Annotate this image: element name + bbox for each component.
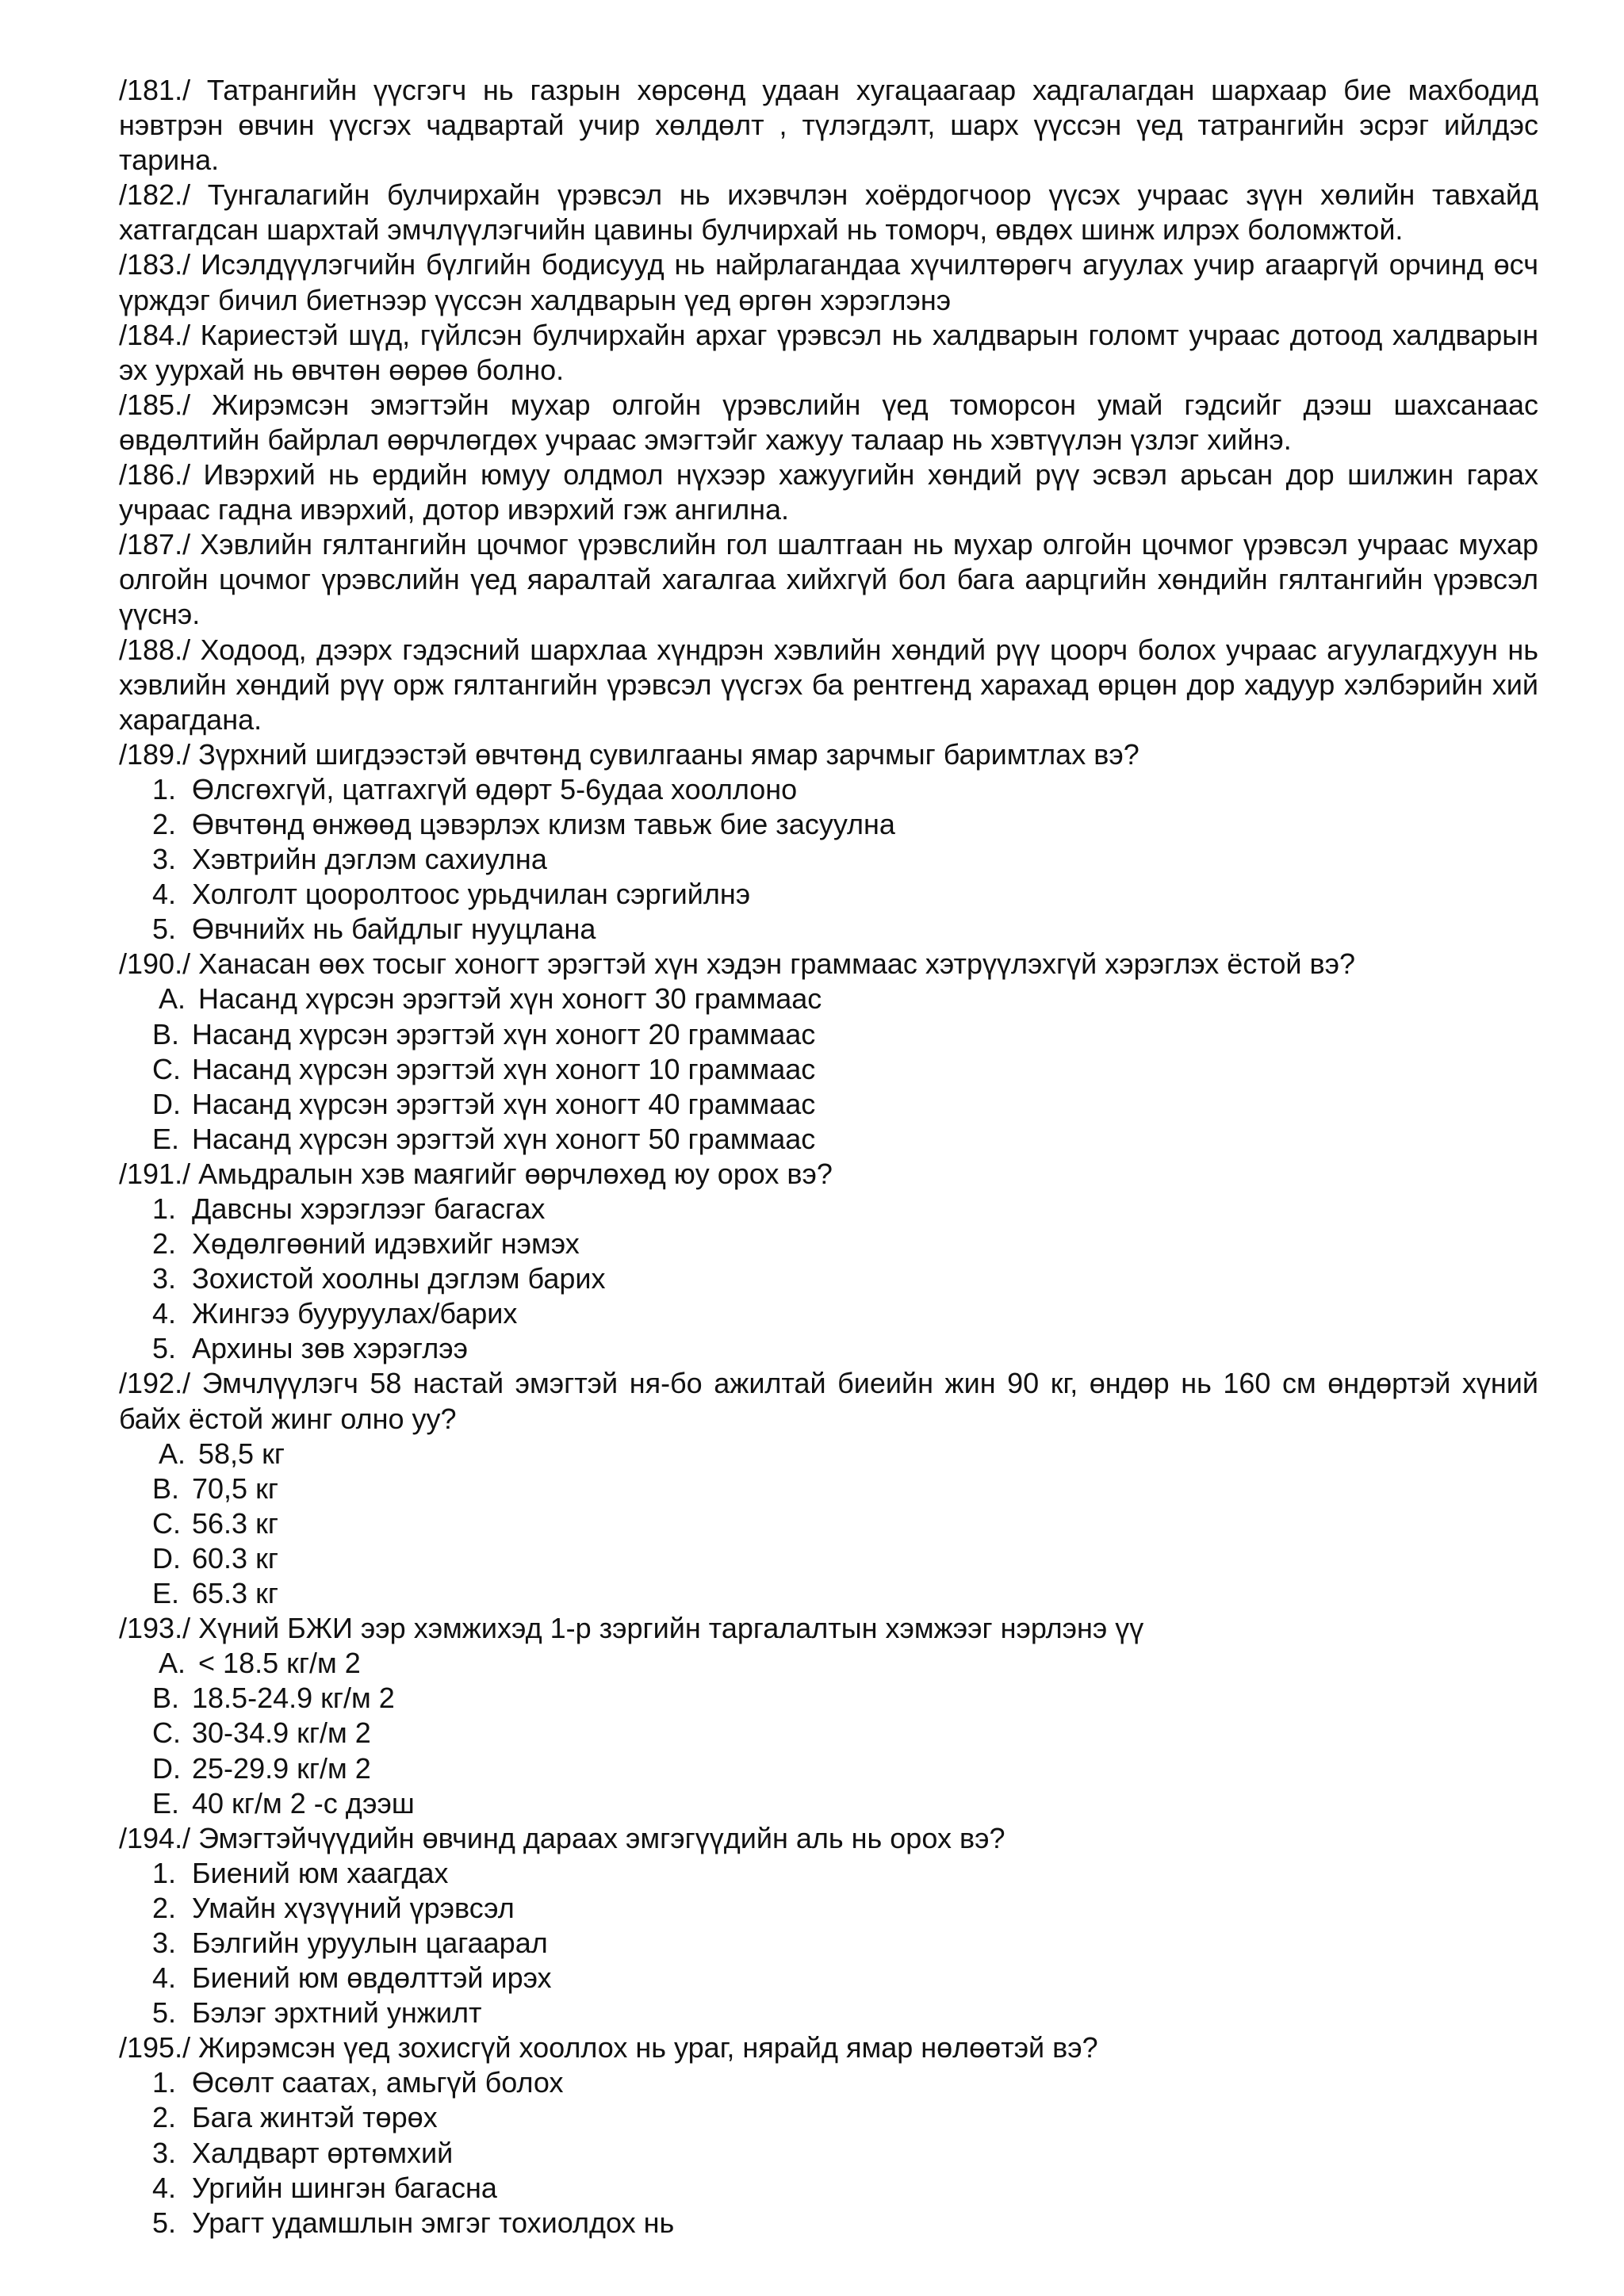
option-label: 5. <box>152 1996 177 2030</box>
option-text: Зохистой хоолны дэглэм барих <box>192 1262 606 1295</box>
option-text: Архины зөв хэрэглээ <box>192 1332 469 1365</box>
option-1 <box>119 1856 1538 1891</box>
option-a <box>119 1646 1538 1681</box>
option-label: D. <box>152 1751 181 1785</box>
option-3 <box>119 842 1538 877</box>
option-label: C. <box>152 1716 181 1750</box>
option-list <box>119 2065 1538 2240</box>
option-text: 70,5 кг <box>192 1471 278 1505</box>
question-192 <box>119 1366 1538 1611</box>
question-195 <box>119 2030 1538 2241</box>
option-text: Халдварт өртөмхий <box>192 2136 454 2169</box>
option-label: B. <box>152 1682 180 1715</box>
option-d <box>119 1087 1538 1122</box>
option-1 <box>119 2065 1538 2100</box>
option-text: 58,5 кг <box>198 1437 285 1470</box>
option-list <box>119 1856 1538 2030</box>
question-text: /194./ Эмэгтэйчүүдийн өвчинд дараах эмгэгүүдийн аль нь орох вэ? <box>119 1821 1005 1854</box>
option-b <box>119 1471 1538 1506</box>
option-label: 1. <box>152 1192 177 1225</box>
question-189 <box>119 737 1538 947</box>
option-b <box>119 1017 1538 1052</box>
option-text: Өсөлт саатах, амьгүй болох <box>192 2066 564 2099</box>
option-3 <box>119 1926 1538 1961</box>
option-text: Насанд хүрсэн эрэгтэй хүн хоногт 20 граммаас <box>192 1017 816 1050</box>
option-text: 65.3 кг <box>192 1577 278 1610</box>
option-4 <box>119 877 1538 912</box>
option-list <box>119 1646 1538 1820</box>
option-3 <box>119 1261 1538 1296</box>
question-190 <box>119 947 1538 1157</box>
option-e <box>119 1786 1538 1821</box>
option-text: Насанд хүрсэн эрэгтэй хүн хоногт 30 граммаас <box>198 982 822 1016</box>
option-label: A. <box>159 1437 186 1470</box>
option-label: 5. <box>152 2206 177 2239</box>
option-5 <box>119 912 1538 947</box>
option-label: E. <box>152 1577 180 1610</box>
statement-182: /182./ Тунгалагийн булчирхайн үрэвсэл нь ихэвчлэн хоёрдогчоор үүсэх учраас зүүн хөлийн тавхайд хатгагдсан шархтай эмчлүүлэгчийн цавины булчирхай нь томорч, өвдөх шинж илрэх боломжтой. <box>119 178 1538 247</box>
option-text: Хэвтрийн дэглэм сахиулна <box>192 843 547 876</box>
option-label: A. <box>159 982 186 1016</box>
option-label: 2. <box>152 2101 177 2134</box>
option-text: 25-29.9 кг/м 2 <box>192 1751 371 1785</box>
statement-187: /187./ Хэвлийн гялтангийн цочмог үрэвслийн гол шалтгаан нь мухар олгойн цочмог үрэвсэл учраас мухар олгойн цочмог үрэвслийн үед яаралтай хагалгаа хийхгүй бол бага аарцгийн хөндийн гялтангийн үрэвсэл үүснэ. <box>119 528 1538 631</box>
option-text: Биений юм хаагдах <box>192 1856 449 1889</box>
question-194 <box>119 1821 1538 2031</box>
option-list <box>119 1192 1538 1366</box>
option-label: 3. <box>152 1262 177 1295</box>
option-e <box>119 1122 1538 1157</box>
option-label: 3. <box>152 1926 177 1959</box>
option-b <box>119 1681 1538 1716</box>
option-5 <box>119 2206 1538 2241</box>
option-label: C. <box>152 1052 181 1085</box>
option-4 <box>119 1961 1538 1996</box>
option-label: D. <box>152 1087 181 1120</box>
statement-186: /186./ Ивэрхий нь ердийн юмуу олдмол нүхээр хажуугийн хөндий рүү эсвэл арьсан дор шилжин гарах учраас гадна ивэрхий, дотор ивэрхий гэж ангилна. <box>119 458 1538 526</box>
option-2 <box>119 2100 1538 2135</box>
question-193 <box>119 1611 1538 1821</box>
option-d <box>119 1541 1538 1576</box>
option-c <box>119 1716 1538 1751</box>
option-label: E. <box>152 1786 180 1820</box>
option-label: B. <box>152 1017 180 1050</box>
option-text: 30-34.9 кг/м 2 <box>192 1716 371 1750</box>
statement-185: /185./ Жирэмсэн эмэгтэйн мухар олгойн үрэвслийн үед томорсон умай гэдсийг дээш шахсанаас өвдөлтийн байрлал өөрчлөгдөх учраас эмэгтэйг хажуу талаар нь хэвтүүлэн үзлэг хийнэ. <box>119 388 1538 456</box>
option-text: Жингээ бууруулах/барих <box>192 1297 518 1330</box>
option-text: 40 кг/м 2 -с дээш <box>192 1786 415 1820</box>
option-a <box>119 982 1538 1016</box>
option-c <box>119 1052 1538 1087</box>
option-1 <box>119 1192 1538 1226</box>
option-text: Бэлэг эрхтний унжилт <box>192 1996 482 2030</box>
option-text: Ургийн шингэн багасна <box>192 2171 497 2204</box>
option-text: Бага жинтэй төрөх <box>192 2101 438 2134</box>
question-text: /190./ Ханасан өөх тосыг хоногт эрэгтэй хүн хэдэн граммаас хэтрүүлэхгүй хэрэглэх ёстой вэ? <box>119 947 1356 981</box>
option-e <box>119 1576 1538 1611</box>
document-page <box>119 73 1538 2241</box>
option-label: D. <box>152 1541 181 1575</box>
option-2 <box>119 1226 1538 1261</box>
option-label: 4. <box>152 1961 177 1995</box>
option-text: Насанд хүрсэн эрэгтэй хүн хоногт 50 граммаас <box>192 1122 816 1155</box>
statement-183: /183./ Исэлдүүлэгчийн бүлгийн бодисууд нь найрлагандаа хүчилтөрөгч агуулах учир агааргүй орчинд өсч үрждэг бичил биетнээр үүссэн халдварын үед өргөн хэрэглэнэ <box>119 248 1538 316</box>
option-text: Холголт цооролтоос урьдчилан сэргийлнэ <box>192 878 751 911</box>
option-text: Насанд хүрсэн эрэгтэй хүн хоногт 10 граммаас <box>192 1052 816 1085</box>
option-text: Бэлгийн уруулын цагаарал <box>192 1926 548 1959</box>
option-2 <box>119 807 1538 842</box>
option-2 <box>119 1891 1538 1926</box>
question-text: /189./ Зүрхний шигдээстэй өвчтөнд сувилгааны ямар зарчмыг баримтлах вэ? <box>119 737 1139 771</box>
option-label: 5. <box>152 913 177 946</box>
question-text: /193./ Хүний БЖИ ээр хэмжихэд 1-р зэргийн таргалалтын хэмжээг нэрлэнэ үү <box>119 1612 1144 1645</box>
option-1 <box>119 772 1538 807</box>
option-4 <box>119 1296 1538 1331</box>
option-text: 60.3 кг <box>192 1541 278 1575</box>
option-text: Биений юм өвдөлттэй ирэх <box>192 1961 552 1995</box>
option-4 <box>119 2171 1538 2206</box>
option-label: 4. <box>152 2171 177 2204</box>
option-text: Хөдөлгөөний идэвхийг нэмэх <box>192 1227 580 1261</box>
statement-181: /181./ Татрангийн үүсгэгч нь газрын хөрсөнд удаан хугацаагаар хадгалагдан шархаар бие махбодид нэвтрэн өвчин үүсгэх чадвартай учир хөлдөлт , түлэгдэлт, шарх үүссэн үед татрангийн эсрэг ийлдэс тарина. <box>119 74 1538 177</box>
option-text: Давсны хэрэглээг багасгах <box>192 1192 546 1225</box>
option-label: 2. <box>152 1227 177 1261</box>
question-text: /191./ Амьдралын хэв маягийг өөрчлөхөд юу орох вэ? <box>119 1157 833 1190</box>
option-list <box>119 1437 1538 1611</box>
option-label: 1. <box>152 1856 177 1889</box>
option-text: Өлсгөхгүй, цатгахгүй өдөрт 5-6удаа хооллоно <box>192 772 798 806</box>
option-3 <box>119 2136 1538 2171</box>
option-label: C. <box>152 1506 181 1540</box>
option-list <box>119 772 1538 947</box>
option-label: E. <box>152 1122 180 1155</box>
option-label: B. <box>152 1471 180 1505</box>
option-5 <box>119 1331 1538 1366</box>
option-text: 56.3 кг <box>192 1506 278 1540</box>
option-label: 4. <box>152 1297 177 1330</box>
option-text: Өвчнийх нь байдлыг нууцлана <box>192 913 596 946</box>
option-label: 2. <box>152 1891 177 1924</box>
option-label: A. <box>159 1647 186 1680</box>
option-label: 5. <box>152 1332 177 1365</box>
option-label: 1. <box>152 772 177 806</box>
option-text: Урагт удамшлын эмгэг тохиолдох нь <box>192 2206 675 2239</box>
option-text: 18.5-24.9 кг/м 2 <box>192 1682 395 1715</box>
statement-184: /184./ Кариестэй шүд, гүйлсэн булчирхайн архаг үрэвсэл нь халдварын голомт учраас дотоод халдварын эх уурхай нь өвчтөн өөрөө болно. <box>119 318 1538 386</box>
question-text: /195./ Жирэмсэн үед зохисгүй хооллох нь ураг, нярайд ямар нөлөөтэй вэ? <box>119 2031 1098 2064</box>
option-text: Умайн хүзүүний үрэвсэл <box>192 1891 515 1924</box>
statement-188: /188./ Ходоод, дээрх гэдэсний шархлаа хүндрэн хэвлийн хөндий рүү цоорч болох учраас агуулагдхуун нь хэвлийн хөндий рүү орж гялтангийн үрэвсэл үүсгэх ба рентгенд харахад өрцөн дор хадуур хэлбэрийн хий харагдана. <box>119 633 1538 736</box>
option-c <box>119 1506 1538 1541</box>
option-text: < 18.5 кг/м 2 <box>198 1647 361 1680</box>
option-text: Насанд хүрсэн эрэгтэй хүн хоногт 40 граммаас <box>192 1087 816 1120</box>
option-a <box>119 1437 1538 1471</box>
option-label: 4. <box>152 878 177 911</box>
option-list <box>119 982 1538 1156</box>
option-label: 1. <box>152 2066 177 2099</box>
option-label: 3. <box>152 2136 177 2169</box>
option-text: Өвчтөнд өнжөөд цэвэрлэх клизм тавьж бие засуулна <box>192 807 895 840</box>
option-d <box>119 1751 1538 1786</box>
statement-list <box>119 73 1538 737</box>
option-label: 2. <box>152 807 177 840</box>
question-text: /192./ Эмчлүүлэгч 58 настай эмэгтэй ня-бо ажилтай биеийн жин 90 кг, өндөр нь 160 см өндөртэй хүний байх ёстой жинг олно уу? <box>119 1367 1538 1435</box>
option-5 <box>119 1996 1538 2030</box>
question-191 <box>119 1157 1538 1367</box>
option-label: 3. <box>152 843 177 876</box>
